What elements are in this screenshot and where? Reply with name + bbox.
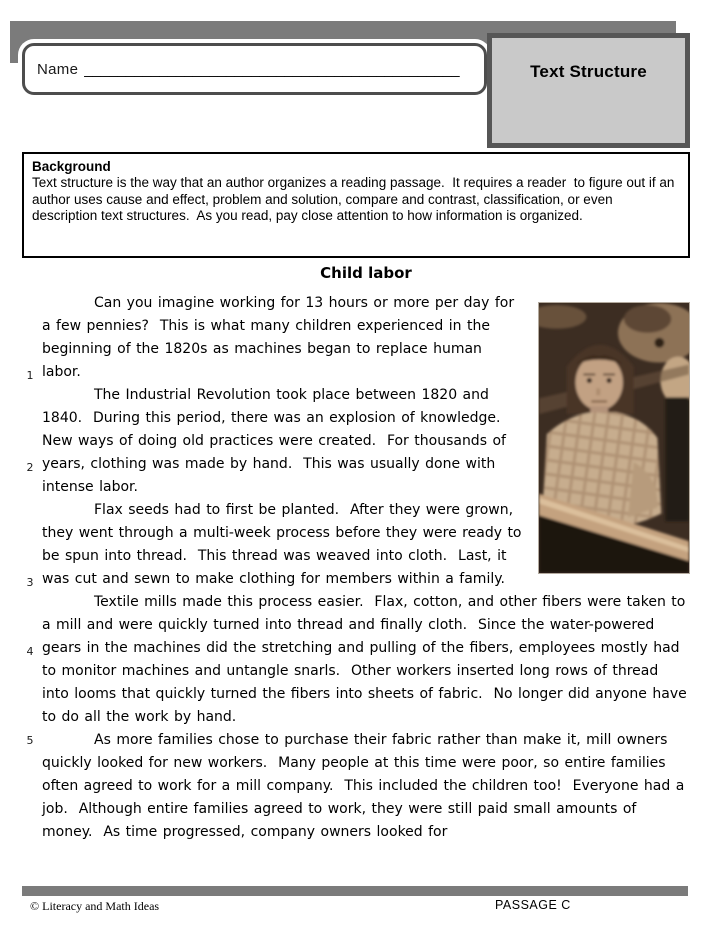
passage-title: Child labor — [320, 264, 412, 282]
passage-body — [26, 292, 693, 844]
paragraph-number: 5 — [26, 734, 34, 747]
paragraph-number: 4 — [26, 645, 34, 658]
name-blank-line[interactable]: _____________________________________________ — [84, 60, 460, 78]
background-heading: Background — [32, 159, 111, 174]
paragraph-number: 1 — [26, 369, 34, 382]
footer-bar — [22, 886, 688, 896]
passage-paragraph — [26, 292, 690, 384]
passage-paragraph — [26, 499, 690, 591]
paragraph-number: 2 — [26, 461, 34, 474]
paragraph-text: The Industrial Revolution took place between 1820 and 1840. During this period, there was an explosion of knowledge. New ways of doing old practices were created. For thousands of years, clothing was made by hand. This was usually done with intense labor. — [42, 387, 512, 495]
paragraph-number: 3 — [26, 576, 34, 589]
name-field-box — [22, 43, 487, 95]
background-text: Text structure is the way that an author organizes a reading passage. It requires a reader to figure out if an author uses cause and effect, problem and solution, compare and contrast, classification, or even description text structures. As you read, pay close attention to how information is organized. — [32, 175, 679, 223]
passage-paragraph — [26, 384, 690, 499]
passage-label: PASSAGE C — [495, 898, 571, 912]
paragraph-text: Textile mills made this process easier. Flax, cotton, and other fibers were taken to a mill and were quickly turned into thread and finally cloth. Since the water-powered gears in the machines did the stretching and pulling of the fibers, employees mostly had to monitor machines and untangle snarls. Other workers inserted long rows of thread into looms that quickly turned the fibers into sheets of fabric. No longer did anyone have to do all the work by hand. — [42, 594, 693, 725]
passage-paragraph — [26, 729, 690, 844]
background-box — [22, 152, 690, 258]
paragraph-text: As more families chose to purchase their fabric rather than make it, mill owners quickly looked for new workers. Many people at this time were poor, so entire families often agreed to work for a mill company. This included the children too! Everyone had a job. Although entire families agreed to work, they were still paid small amounts of money. As time progressed, company owners looked for — [42, 732, 690, 840]
paragraph-text: Flax seeds had to first be planted. After they were grown, they went through a multi-week process before they were ready to be spun into thread. This thread was weaved into cloth. Last, it was cut and sewn to make clothing for members within a family. — [42, 502, 527, 587]
passage-paragraph — [26, 591, 693, 729]
paragraph-text: Can you imagine working for 13 hours or more per day for a few pennies? This is what many children experienced in the beginning of the 1820s as machines began to replace human labor. — [42, 295, 520, 380]
worksheet-title: Text Structure — [530, 62, 647, 81]
text-structure-badge — [487, 33, 690, 148]
copyright-text: © Literacy and Math Ideas — [30, 899, 160, 913]
name-label: Name — [37, 60, 79, 78]
